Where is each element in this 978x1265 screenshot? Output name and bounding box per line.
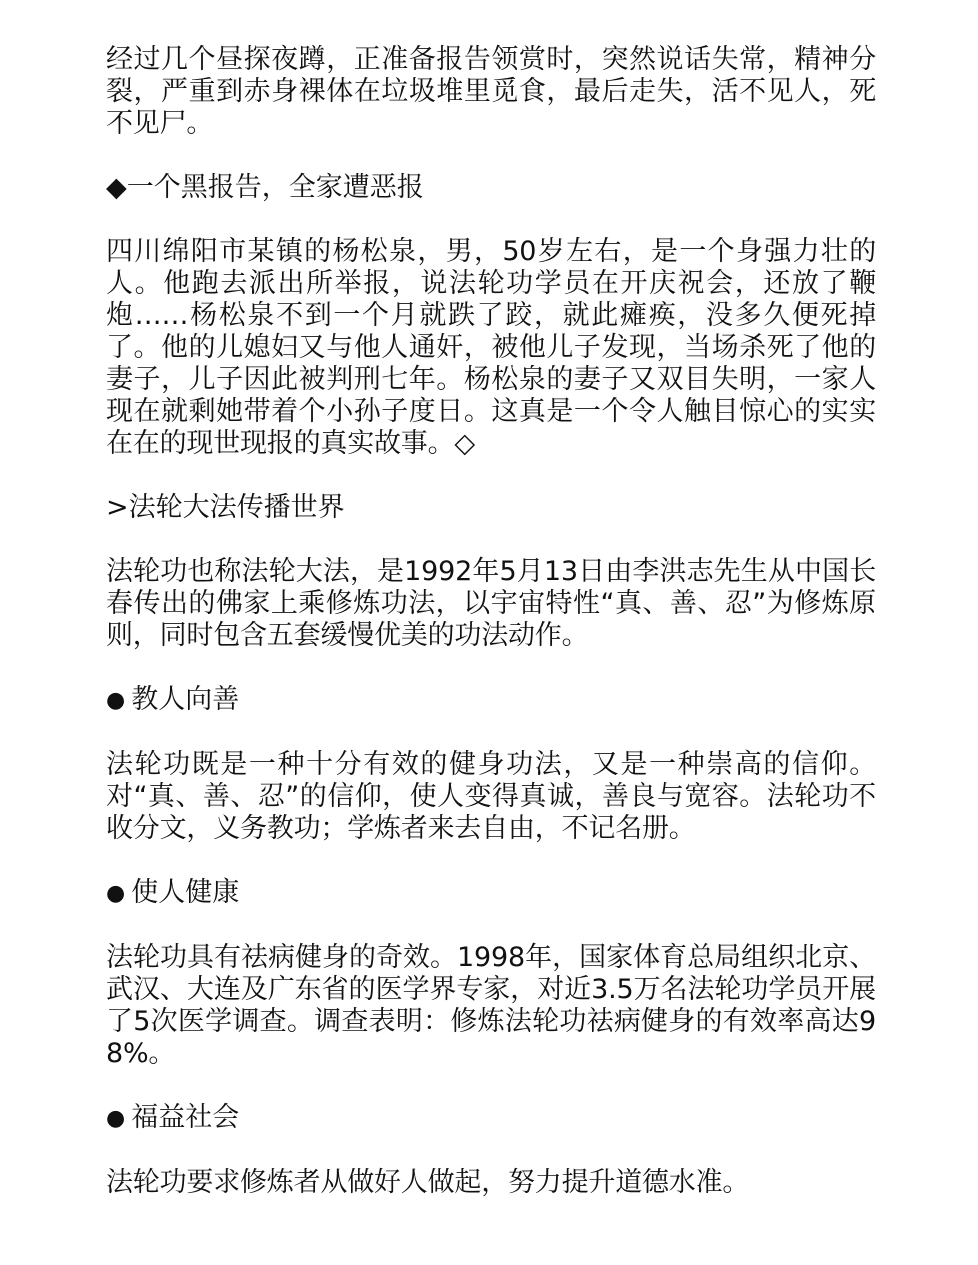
dot-bullet-icon: ●: [106, 688, 126, 713]
section-heading-black-report: [106, 172, 876, 204]
paragraph-health-survey: 法轮功具有祛病健身的奇效。1998年，国家体育总局组织北京、武汉、大连及广东省的医学界专家，对近3.5万名法轮功学员开展了5次医学调查。调查表明：修炼法轮功祛病健身的有效率高达98%。: [106, 942, 876, 1069]
section-heading-health: [106, 877, 876, 910]
greater-than-marker-icon: >: [106, 492, 129, 523]
heading-text: 法轮大法传播世界: [128, 492, 345, 523]
heading-text: 教人向善: [131, 684, 240, 715]
section-heading-falun-dafa-spread: [106, 492, 876, 524]
paragraph-yang-songquan-story: 四川绵阳市某镇的杨松泉，男，50岁左右，是一个身强力壮的人。他跑去派出所举报，说法轮功学员在开庆祝会，还放了鞭炮……杨松泉不到一个月就跌了跤，就此瘫痪，没多久便死掉了。他的儿媳妇又与他人通奸，被他儿子发现，当场杀死了他的妻子，儿子因此被判刑七年。杨松泉的妻子又双目失明，一家人现在就剩她带着个小孙子度日。这真是一个令人触目惊心的实实在在的现世现报的真实故事。◇: [106, 236, 876, 459]
dot-bullet-icon: ●: [106, 1106, 126, 1131]
heading-text: 一个黑报告，全家遭恶报: [126, 172, 424, 203]
dot-bullet-icon: ●: [106, 881, 126, 906]
section-heading-teach-goodness: [106, 684, 876, 717]
document-page: [106, 44, 876, 1199]
paragraph-belief: 法轮功既是一种十分有效的健身功法，又是一种崇高的信仰。对“真、善、忍”的信仰，使人变得真诚，善良与宽容。法轮功不收分文，义务教功；学炼者来去自由，不记名册。: [106, 749, 876, 844]
diamond-bullet-icon: ◆: [106, 172, 127, 203]
heading-text: 福益社会: [131, 1102, 240, 1133]
paragraph-morality: 法轮功要求修炼者从做好人做起，努力提升道德水准。: [106, 1167, 750, 1198]
heading-text: 使人健康: [131, 877, 240, 908]
paragraph-falun-gong-intro: 法轮功也称法轮大法，是1992年5月13日由李洪志先生从中国长春传出的佛家上乘修炼功法，以宇宙特性“真、善、忍”为修炼原则，同时包含五套缓慢优美的功法动作。: [106, 556, 876, 651]
paragraph-aftermath: 经过几个昼探夜蹲，正准备报告领赏时，突然说话失常，精神分裂，严重到赤身裸体在垃圾堆里觅食，最后走失，活不见人，死不见尸。: [106, 44, 876, 139]
section-heading-benefit-society: [106, 1102, 876, 1135]
